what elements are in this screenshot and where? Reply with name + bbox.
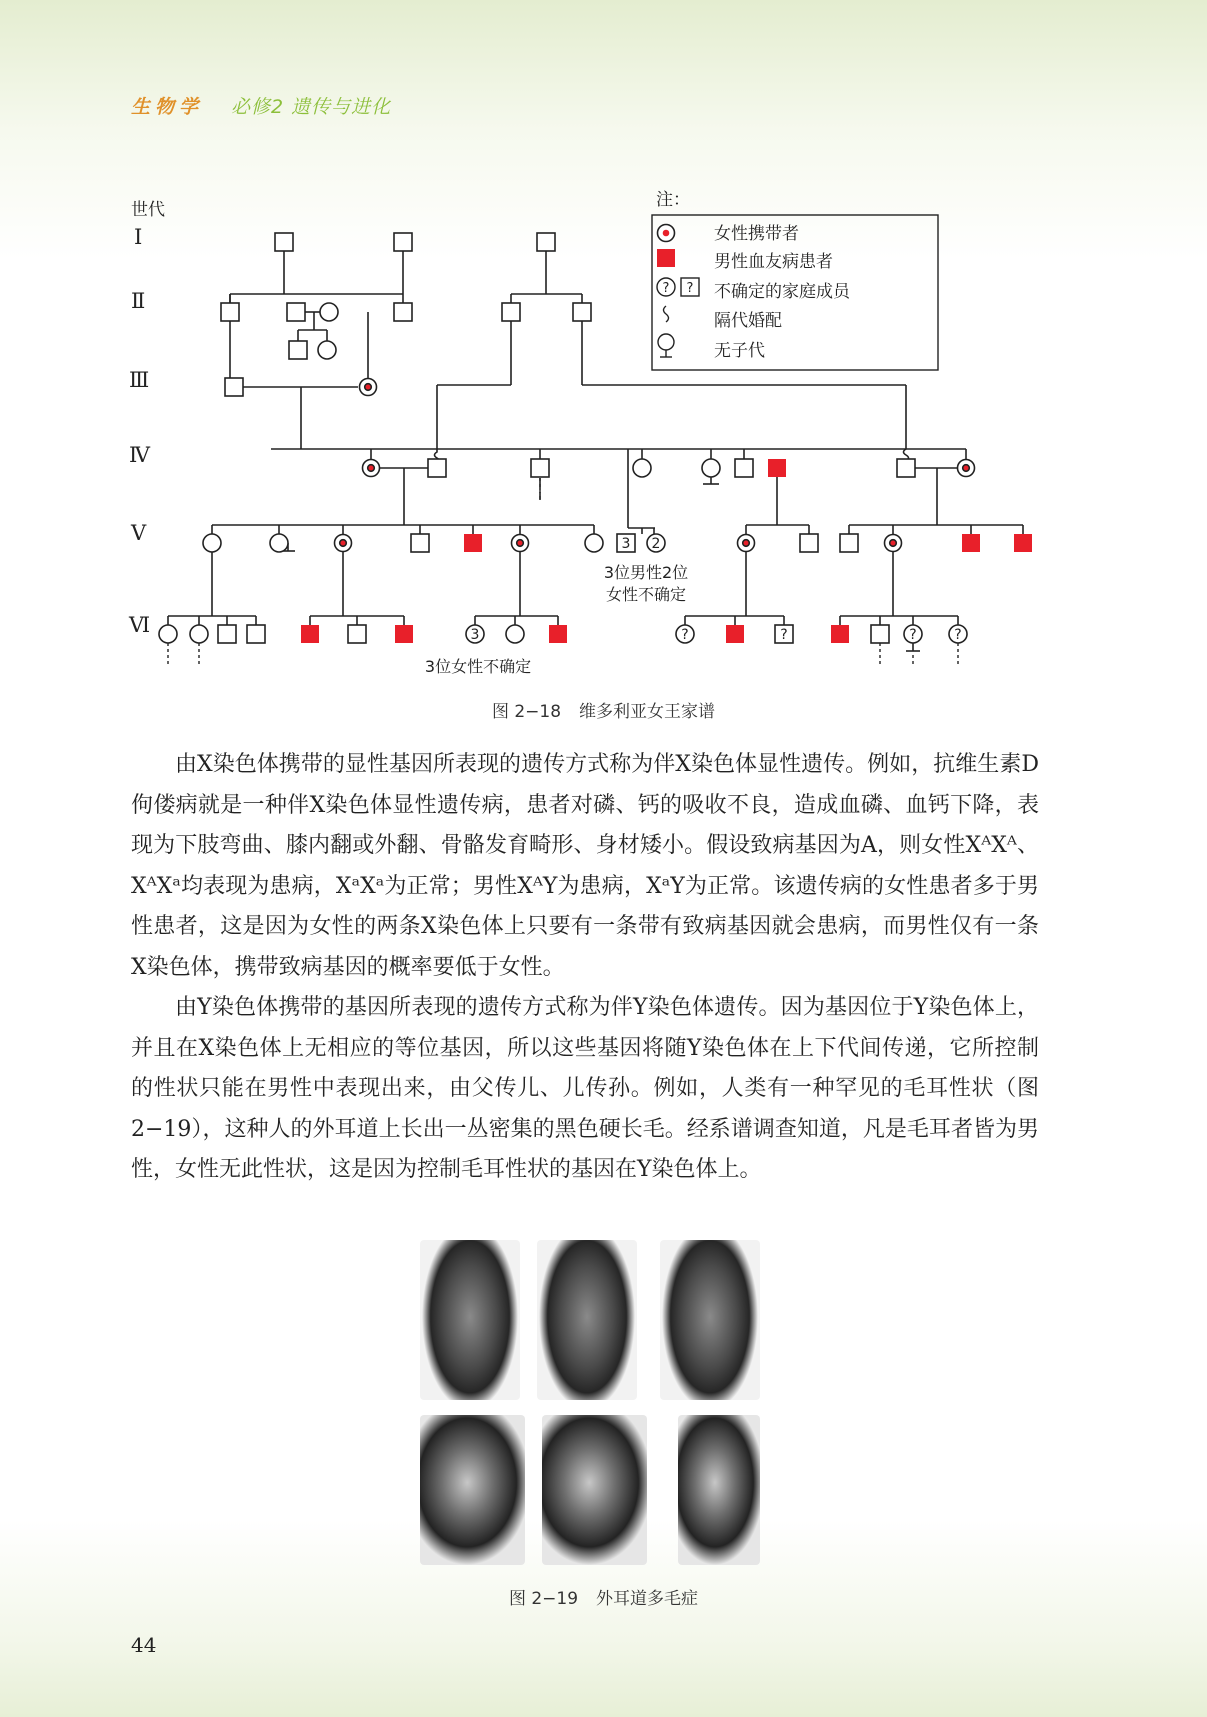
ear-photo-2 [542, 1415, 647, 1565]
affected-male-VI-7 [395, 625, 413, 643]
female-II-3 [320, 303, 338, 321]
legend-item-4: 隔代婚配 [714, 311, 782, 331]
generation-4: Ⅳ [129, 443, 150, 467]
male-VI-3 [218, 625, 236, 643]
female-VI-1 [159, 625, 177, 643]
legend-title: 注： [656, 190, 690, 210]
male-I-2 [394, 233, 412, 251]
male-IV-3 [531, 459, 549, 477]
generation-3: Ⅲ [129, 368, 150, 392]
figure-2-18-caption [0, 697, 1207, 722]
affected-male-VI-11 [726, 625, 744, 643]
affected-male-VI-13 [831, 625, 849, 643]
generation-label: 世代 [131, 200, 165, 220]
male-IV-2 [428, 459, 446, 477]
carrier-III-2 [360, 379, 377, 396]
figure-2-19-caption [0, 1584, 1207, 1609]
male-IV-8 [897, 459, 915, 477]
ear-photo-3 [678, 1415, 760, 1565]
face-photo-2 [537, 1240, 637, 1400]
legend-consanguinity-symbol [664, 306, 669, 322]
annotation-vi: 3位女性不确定 [424, 657, 532, 676]
page-number: 44 [131, 1633, 157, 1657]
male-II-4 [394, 303, 412, 321]
affected-male-V-5 [464, 534, 482, 552]
male-IV-6 [735, 459, 753, 477]
figure-2-18-title: 维多利亚女王家谱 [579, 702, 716, 722]
affected-male-IV-7 [768, 459, 786, 477]
count-females-v: 2 [651, 536, 661, 552]
female-IV-5-no-offspring [702, 459, 720, 477]
face-photo-3 [660, 1240, 760, 1400]
male-II-child [289, 341, 307, 359]
male-II-1 [221, 303, 239, 321]
figure-2-19-photos [420, 1240, 760, 1565]
ear-photo-1 [420, 1415, 525, 1565]
male-VI-14 [871, 625, 889, 643]
uncertain-mark-1: ? [681, 627, 689, 643]
female-V-2-no-offspring [270, 534, 288, 552]
male-V-9 [800, 534, 818, 552]
uncertain-mark-3: ? [909, 627, 917, 643]
legend-item-5: 无子代 [714, 341, 765, 361]
female-V-1 [203, 534, 221, 552]
affected-male-VI-5 [301, 625, 319, 643]
legend-no-offspring-symbol [658, 334, 674, 350]
paragraph-x-dominant: 由X染色体携带的显性基因所表现的遗传方式称为伴X染色体显性遗传。例如，抗维生素D佝偻病就是一种伴X染色体显性遗传病，患者对磷、钙的吸收不良，造成血磷、血钙下降，表现为下肢弯曲、膝内翻或外翻、骨骼发育畸形、身材矮小。假设致病基因为A，则女性XᴬXᴬ、XᴬXᵃ均表现为患病，XᵃXᵃ为正常；男性XᴬY为患病，XᵃY为正常。该遗传病的女性患者多于男性患者，这是因为女性的两条X染色体上只要有一条带有致病基因就会患病，而男性仅有一条X染色体，携带致病基因的概率要低于女性。 [131, 752, 1039, 980]
male-I-3 [537, 233, 555, 251]
uncertain-mark-2: ? [780, 627, 788, 643]
annotation-v-line1: 3位男性2位 [603, 563, 689, 582]
legend-uncertain-female-mark: ? [662, 281, 670, 296]
generation-2: Ⅱ [131, 289, 146, 313]
count-females-vi: 3 [470, 627, 480, 643]
female-II-child [318, 341, 336, 359]
male-VI-4 [247, 625, 265, 643]
count-males-v: 3 [621, 536, 631, 552]
carrier-V-11 [885, 535, 902, 552]
generation-5: Ⅴ [131, 521, 147, 545]
legend-item-3: 不确定的家庭成员 [714, 282, 850, 302]
carrier-V-3 [335, 535, 352, 552]
face-photo-1 [420, 1240, 520, 1400]
uncertain-mark-4: ? [954, 627, 962, 643]
header-book: 必修2 遗传与进化 [231, 96, 392, 118]
annotation-v-line2: 女性不确定 [605, 585, 687, 604]
affected-male-VI-9 [549, 625, 567, 643]
female-VI-2 [190, 625, 208, 643]
carrier-V-8 [738, 535, 755, 552]
male-III-1 [225, 378, 243, 396]
generation-6: Ⅵ [129, 613, 151, 637]
carrier-IV-1 [363, 460, 380, 477]
female-IV-4 [633, 459, 651, 477]
pedigree-chart [0, 0, 1207, 700]
male-II-2 [287, 303, 305, 321]
male-V-4 [411, 534, 429, 552]
header-subject: 生物学 [131, 96, 204, 118]
legend [652, 190, 938, 370]
figure-2-19-title: 外耳道多毛症 [596, 1589, 699, 1609]
affected-male-V-12 [962, 534, 980, 552]
legend-uncertain-male-mark: ? [686, 281, 694, 296]
paragraph-y-linked: 由Y染色体携带的基因所表现的遗传方式称为伴Y染色体遗传。因为基因位于Y染色体上，并且在X染色体上无相应的等位基因，所以这些基因将随Y染色体在上下代间传递，它所控制的性状只能在男性中表现出来，由父传儿、儿传孙。例如，人类有一种罕见的毛耳性状（图2−19），这种人的外耳道上长出一丛密集的黑色硬长毛。经系谱调查知道，凡是毛耳者皆为男性，女性无此性状，这是因为控制毛耳性状的基因在Y染色体上。 [131, 995, 1039, 1182]
female-VI-8 [506, 625, 524, 643]
generation-1: Ⅰ [134, 225, 143, 249]
legend-carrier-symbol [658, 225, 675, 242]
male-V-10 [840, 534, 858, 552]
male-II-6 [573, 303, 591, 321]
legend-item-1: 女性携带者 [714, 224, 799, 244]
figure-2-19-number: 图 2−19 [508, 1589, 579, 1609]
male-II-5 [502, 303, 520, 321]
legend-affected-symbol [657, 249, 675, 267]
carrier-V-6 [512, 535, 529, 552]
figure-2-18-number: 图 2−18 [491, 702, 562, 722]
legend-item-2: 男性血友病患者 [714, 252, 833, 272]
female-V-7 [585, 534, 603, 552]
carrier-IV-9 [958, 460, 975, 477]
male-I-1 [275, 233, 293, 251]
affected-male-V-13 [1014, 534, 1032, 552]
body-text [131, 745, 1039, 1191]
male-VI-6 [348, 625, 366, 643]
